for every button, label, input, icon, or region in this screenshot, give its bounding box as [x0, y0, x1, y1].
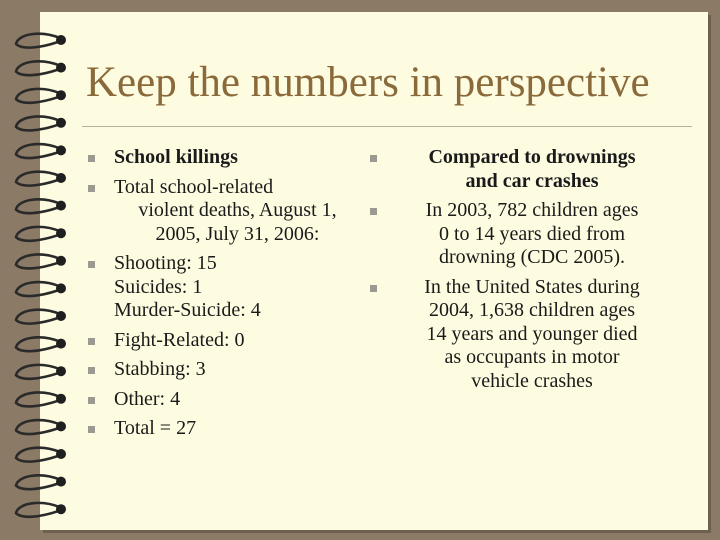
- ring-loop: [16, 255, 60, 269]
- right-column: [368, 146, 668, 399]
- total-related-line-1: Total school-related: [114, 175, 274, 198]
- compared-line-1: Compared to drownings: [428, 146, 636, 168]
- ring-loop: [16, 310, 60, 324]
- list-item-drowning: [368, 199, 668, 270]
- drowning-line-1: In 2003, 782 children ages: [425, 199, 639, 221]
- list-item-stabbing: [86, 358, 361, 382]
- ring-hole: [56, 145, 66, 155]
- motor-line-3: 14 years and younger died: [426, 322, 638, 345]
- ring-loop: [16, 117, 60, 131]
- bullet-icon: [88, 426, 95, 433]
- stabbing-text: Stabbing: 3: [114, 358, 206, 380]
- left-column: [86, 146, 361, 447]
- ring-loop: [16, 365, 60, 379]
- ring-loop: [16, 503, 60, 517]
- ring-loop: [16, 144, 60, 158]
- drowning-line-2: 0 to 14 years died from: [438, 222, 626, 245]
- shooting-line-1: Shooting: 15: [114, 252, 217, 274]
- ring-hole: [56, 228, 66, 238]
- list-item-total-related: [86, 176, 361, 247]
- ring-hole: [56, 35, 66, 45]
- ring-loop: [16, 393, 60, 407]
- ring-loop: [16, 227, 60, 241]
- ring-hole: [56, 477, 66, 487]
- ring-hole: [56, 339, 66, 349]
- list-item-compared: [368, 146, 668, 193]
- ring-hole: [56, 90, 66, 100]
- ring-hole: [56, 256, 66, 266]
- fight-related-text: Fight-Related: 0: [114, 328, 245, 351]
- drowning-line-3: drowning (CDC 2005).: [438, 246, 626, 268]
- ring-hole: [56, 201, 66, 211]
- bullet-icon: [88, 185, 95, 192]
- ring-hole: [56, 283, 66, 293]
- shooting-line-2: Suicides: 1: [114, 275, 203, 298]
- ring-hole: [56, 394, 66, 404]
- ring-hole: [56, 366, 66, 376]
- motor-line-5: vehicle crashes: [471, 369, 593, 392]
- bullet-icon: [88, 261, 95, 268]
- bullet-icon: [88, 338, 95, 345]
- list-item-school-killings: [86, 146, 361, 170]
- ring-loop: [16, 475, 60, 489]
- ring-hole: [56, 504, 66, 514]
- motor-line-4: as occupants in motor: [444, 346, 620, 368]
- list-item-other: [86, 388, 361, 412]
- bullet-icon: [88, 155, 95, 162]
- ring-loop: [16, 282, 60, 296]
- total-related-line-2: violent deaths, August 1,: [138, 199, 337, 221]
- list-item-fight-related: [86, 329, 361, 353]
- ring-loop: [16, 61, 60, 75]
- ring-hole: [56, 449, 66, 459]
- list-item-motor: [368, 276, 668, 394]
- ring-hole: [56, 63, 66, 73]
- ring-loop: [16, 199, 60, 213]
- bullet-icon: [370, 208, 377, 215]
- slide-title: Keep the numbers in perspective: [86, 59, 650, 106]
- school-killings-text: School killings: [114, 146, 238, 168]
- other-text: Other: 4: [114, 387, 181, 410]
- ring-loop: [16, 89, 60, 103]
- bullet-icon: [88, 397, 95, 404]
- spiral-binding-icon: [0, 0, 80, 540]
- ring-loop: [16, 337, 60, 351]
- compared-line-2: and car crashes: [465, 169, 599, 192]
- total-text: Total = 27: [114, 417, 197, 439]
- total-related-line-3: 2005, July 31, 2006:: [155, 222, 320, 245]
- bullet-icon: [88, 367, 95, 374]
- ring-hole: [56, 173, 66, 183]
- title-divider: [82, 126, 692, 127]
- list-item-total: [86, 417, 361, 441]
- ring-hole: [56, 118, 66, 128]
- ring-loop: [16, 172, 60, 186]
- ring-loop: [16, 448, 60, 462]
- ring-hole: [56, 311, 66, 321]
- ring-loop: [16, 34, 60, 48]
- motor-line-1: In the United States during: [424, 275, 640, 298]
- ring-hole: [56, 421, 66, 431]
- list-item-shooting: [86, 252, 361, 323]
- bullet-icon: [370, 285, 377, 292]
- ring-loop: [16, 420, 60, 434]
- bullet-icon: [370, 155, 377, 162]
- motor-line-2: 2004, 1,638 children ages: [428, 299, 636, 321]
- shooting-line-3: Murder-Suicide: 4: [114, 299, 261, 321]
